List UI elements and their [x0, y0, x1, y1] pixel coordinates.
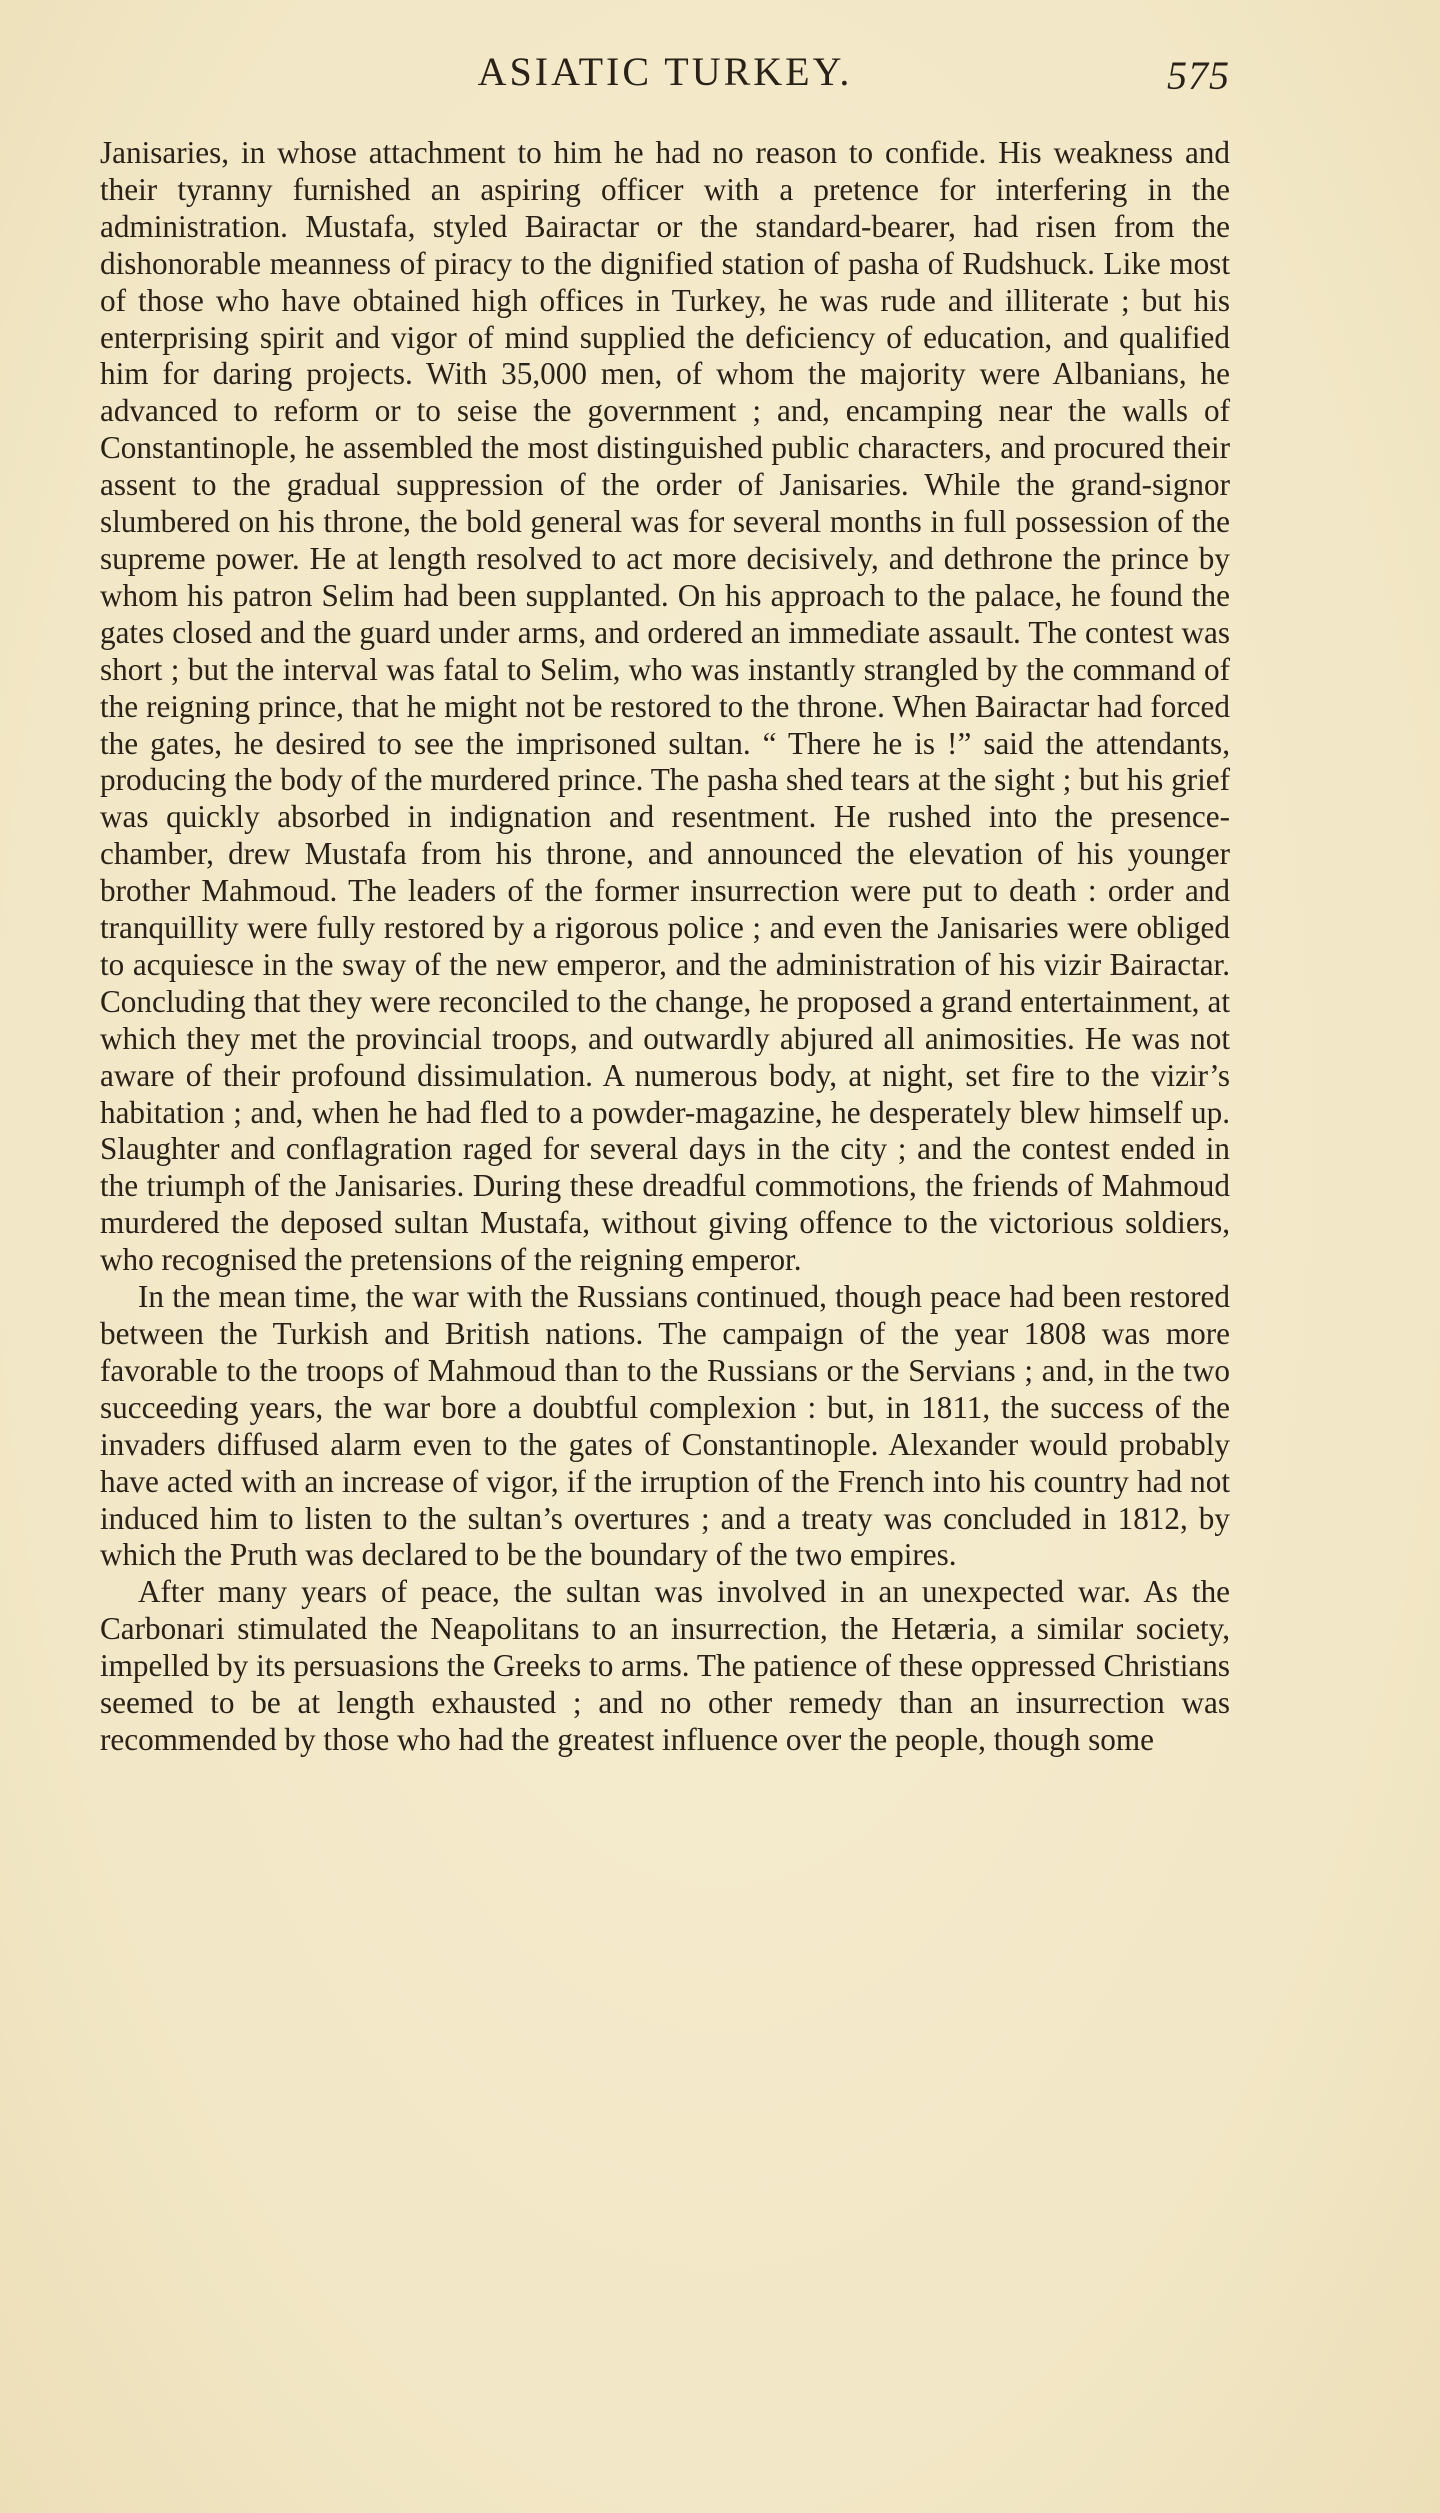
page-number: 575 [1167, 53, 1230, 98]
paragraph: After many years of peace, the sultan was involved in an unexpected war. As the Carbonari stimulated the Neapolitans to an insurrection, the Hetæria, a similar society, impelled by its persuasions the Greeks to arms. The patience of these oppressed Christians seemed to be at length exhausted ; and no other remedy than an insurrection was recommended by those who had the greatest influence over the people, though some [100, 1574, 1230, 1757]
paragraph: Janisaries, in whose attachment to him he had no reason to confide. His weakness and their tyranny furnished an aspiring officer with a pretence for interfering in the administration. Mustafa, styled Bairactar or the standard-bearer, had risen from the dishonorable meanness of piracy to the dignified station of pasha of Rudshuck. Like most of those who have obtained high offices in Turkey, he was rude and illiterate ; but his enterprising spirit and vigor of mind supplied the deficiency of education, and qualified him for daring projects. With 35,000 men, of whom the majority were Albanians, he advanced to reform or to seise the government ; and, encamping near the walls of Constantinople, he assembled the most distinguished public characters, and procured their assent to the gradual suppression of the order of Janisaries. While the grand-signor slumbered on his throne, the bold general was for several months in full possession of the supreme power. He at length resolved to act more decisively, and dethrone the prince by whom his patron Selim had been supplanted. On his approach to the palace, he found the gates closed and the guard under arms, and ordered an immediate assault. The contest was short ; but the interval was fatal to Selim, who was instantly strangled by the command of the reigning prince, that he might not be restored to the throne. When Bairactar had forced the gates, he desired to see the imprisoned sultan. “ There he is !” said the attendants, producing the body of the murdered prince. The pasha shed tears at the sight ; but his grief was quickly absorbed in indignation and resentment. He rushed into the presence-chamber, drew Mustafa from his throne, and announced the elevation of his younger brother Mahmoud. The leaders of the former insurrection were put to death : order and tranquillity were fully restored by a rigorous police ; and even the Janisaries were obliged to acquiesce in the sway of the new emperor, and the administration of his vizir Bairactar. Concluding that they were reconciled to the change, he proposed a grand entertainment, at which they met the provincial troops, and outwardly abjured all animosities. He was not aware of their profound dissimulation. A numerous body, at night, set fire to the vizir’s habitation ; and, when he had fled to a powder-magazine, he desperately blew himself up. Slaughter and conflagration raged for several days in the city ; and the contest ended in the triumph of the Janisaries. During these dreadful commotions, the friends of Mahmoud murdered the deposed sultan Mustafa, without giving offence to the victorious soldiers, who recognised the pretensions of the reigning emperor. [100, 135, 1230, 1278]
running-head: ASIATIC TURKEY. [477, 49, 853, 94]
body-text [100, 135, 1230, 1759]
page-header [100, 48, 1230, 108]
paragraph: In the mean time, the war with the Russians continued, though peace had been restored between the Turkish and British nations. The campaign of the year 1808 was more favorable to the troops of Mahmoud than to the Russians or the Servians ; and, in the two succeeding years, the war bore a doubtful complexion : but, in 1811, the success of the invaders diffused alarm even to the gates of Constantinople. Alexander would probably have acted with an increase of vigor, if the irruption of the French into his country had not induced him to listen to the sultan’s overtures ; and a treaty was concluded in 1812, by which the Pruth was declared to be the boundary of the two empires. [100, 1279, 1230, 1573]
